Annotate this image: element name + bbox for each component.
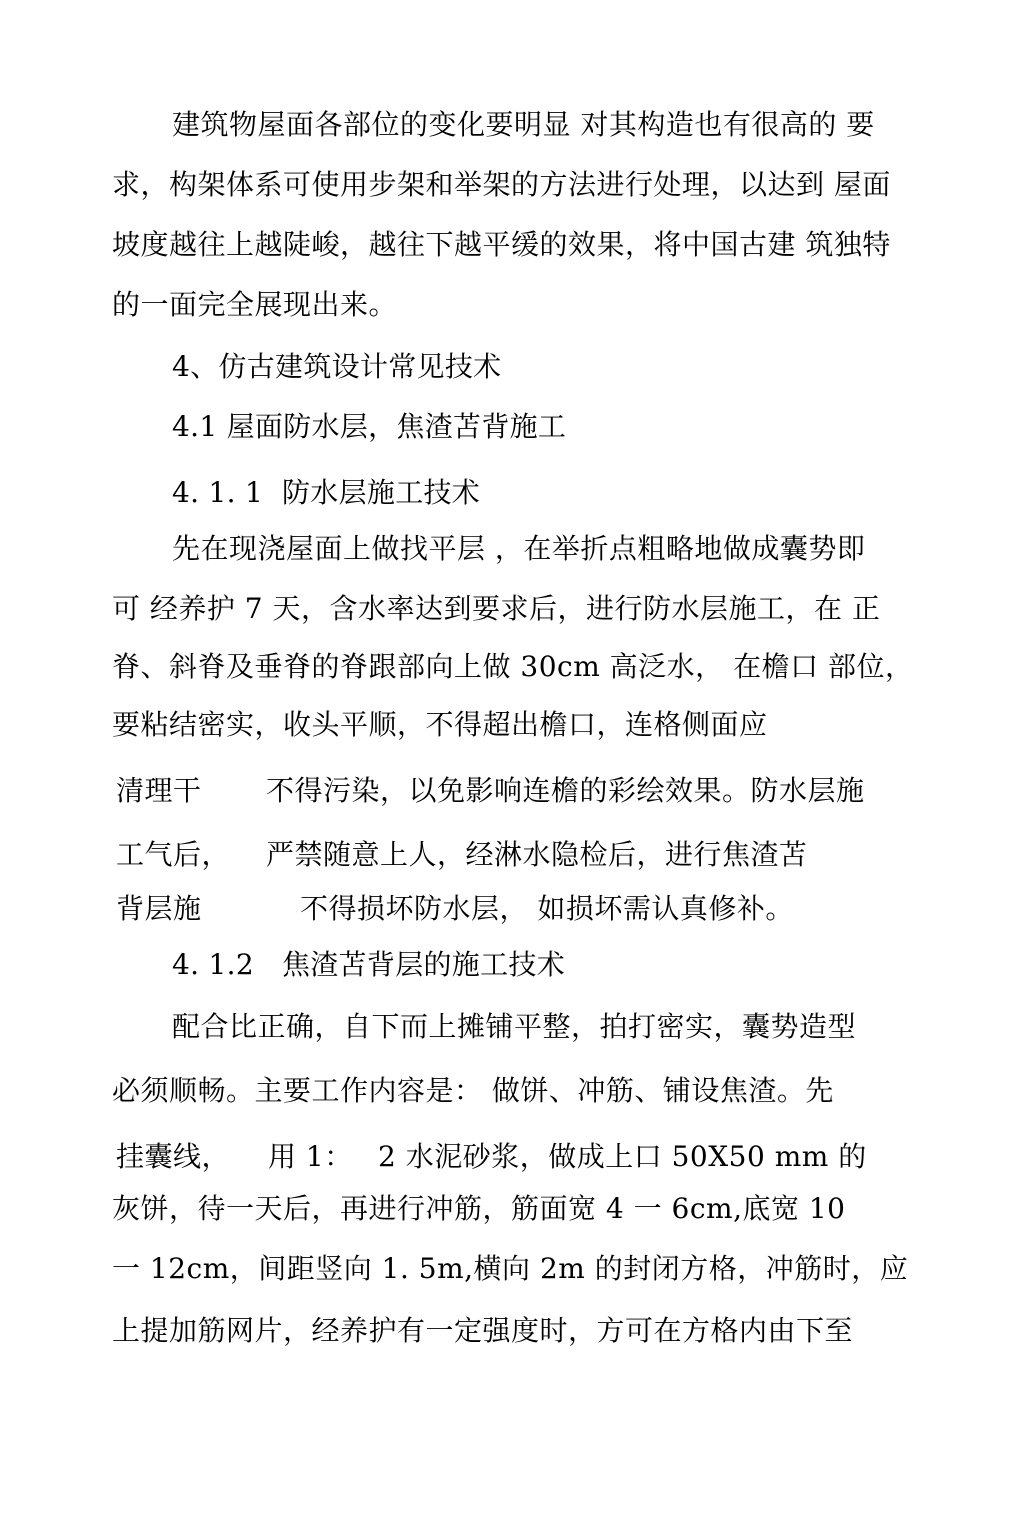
paragraph-1-line-2: 求，构架体系可使用步架和举架的方法进行处理，以达到 屋面 <box>112 168 891 201</box>
paragraph-2-line-3: 脊、斜脊及垂脊的脊跟部向上做 30cm 高泛水， 在檐口 部位， <box>112 650 914 683</box>
heading-4: 4、仿古建筑设计常见技术 <box>172 350 502 383</box>
paragraph-2-line-4: 要粘结密实，收头平顺，不得超出檐口，连格侧面应 <box>112 708 768 741</box>
heading-4-1-1-title: 防水层施工技术 <box>282 476 481 509</box>
paragraph-4-line-2: 必须顺畅。主要工作内容是： 做饼、冲筋、铺设焦渣。先 <box>112 1074 834 1107</box>
paragraph-4-line-6: 上提加筋网片，经养护有一定强度时，方可在方格内由下至 <box>112 1314 854 1347</box>
paragraph-4-line-1: 配合比正确，自下而上摊铺平整，拍打密实，囊势造型 <box>172 1010 857 1043</box>
paragraph-1-line-3: 坡度越往上越陡峻，越往下越平缓的效果，将中国古建 筑独特 <box>112 228 891 261</box>
paragraph-4-line-3 <box>116 1140 916 1174</box>
paragraph-3-row-3-left: 背层施 <box>116 892 202 925</box>
paragraph-1-line-1: 建筑物屋面各部位的变化要明显 对其构造也有很高的 要 <box>172 108 875 141</box>
paragraph-2-line-1: 先在现浇屋面上做找平层 ，在举折点粗略地做成囊势即 <box>172 532 866 565</box>
paragraph-2-line-2: 可 经养护 7 天，含水率达到要求后，进行防水层施工，在 正 <box>112 592 881 625</box>
paragraph-3-row-2-right: 严禁随意上人，经淋水隐检后，进行焦渣苫 <box>266 838 808 871</box>
paragraph-1-line-4: 的一面完全展现出来。 <box>112 288 398 321</box>
paragraph-3-row-2 <box>116 838 916 872</box>
paragraph-3-row-3-right: 不得损坏防水层， 如损坏需认真修补。 <box>300 892 794 925</box>
heading-4-1-2 <box>172 948 672 982</box>
paragraph-3-row-1-left: 清理干 <box>116 774 202 807</box>
paragraph-3-row-1-right: 不得污染，以免影响连檐的彩绘效果。防水层施 <box>266 774 865 807</box>
paragraph-3-row-1 <box>116 774 916 808</box>
paragraph-4-line-3-b: 用 1： <box>268 1140 353 1173</box>
paragraph-4-line-5: 一 12cm，间距竖向 1. 5m,横向 2m 的封闭方格，冲筋时，应 <box>112 1252 909 1285</box>
heading-4-1-2-number: 4. 1.2 <box>172 948 254 981</box>
paragraph-3-row-2-left: 工气后， <box>116 838 231 871</box>
paragraph-4-line-3-a: 挂囊线， <box>116 1140 231 1173</box>
paragraph-4-line-4: 灰饼，待一天后，再进行冲筋，筋面宽 4 一 6cm,底宽 10 <box>112 1192 846 1225</box>
heading-4-1: 4.1 屋面防水层，焦渣苫背施工 <box>172 410 567 443</box>
heading-4-1-2-title: 焦渣苫背层的施工技术 <box>282 948 566 981</box>
heading-4-1-1 <box>172 476 672 510</box>
paragraph-4-line-3-c: 2 水泥砂浆，做成上口 50X50 mm 的 <box>378 1140 867 1173</box>
heading-4-1-1-number: 4. 1. 1 <box>172 476 264 509</box>
paragraph-3-row-3 <box>116 892 916 926</box>
